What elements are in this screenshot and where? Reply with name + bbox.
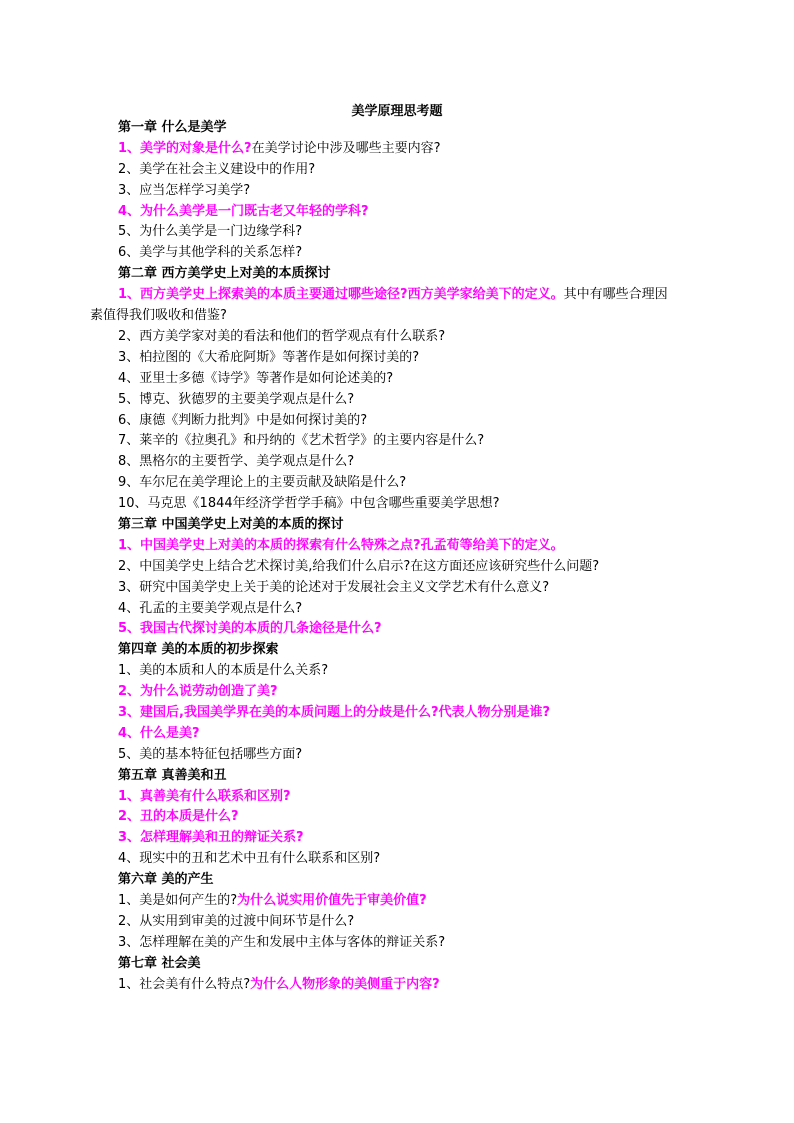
question-text: 1、美是如何产生的?: [118, 893, 238, 908]
question-item: 3、柏拉图的《大希庇阿斯》等著作是如何探讨美的?: [118, 349, 420, 365]
question-text: 1、社会美有什么特点?: [118, 976, 251, 992]
question-list: [90, 118, 674, 995]
question-item: 2、西方美学家对美的看法和他们的哲学观点有什么联系?: [118, 328, 446, 344]
question-item: 1、真善美有什么联系和区别?: [118, 788, 291, 804]
question-item: 2、中国美学史上结合艺术探讨美,给我们什么启示?在这方面还应该研究些什么问题?: [118, 558, 600, 574]
question-item: 5、我国古代探讨美的本质的几条途径是什么?: [118, 621, 382, 637]
question-item: 1、美的本质和人的本质是什么关系?: [118, 663, 329, 679]
highlighted-text: 1、美学的对象是什么?: [118, 140, 252, 156]
question-text: 其中有哪些合理因素值得我们吸收和借鉴?: [90, 287, 668, 324]
question-item: 8、黑格尔的主要哲学、美学观点是什么?: [118, 454, 355, 470]
question-item: 3、怎样理解美和丑的辩证关系?: [118, 830, 304, 846]
question-item: 3、建国后,我国美学界在美的本质问题上的分歧是什么?代表人物分别是谁?: [118, 704, 551, 720]
question-item: 5、为什么美学是一门边缘学科?: [118, 224, 303, 240]
chapter-heading: 第四章 美的本质的初步探索: [118, 642, 279, 658]
question-item: 4、孔孟的主要美学观点是什么?: [118, 600, 303, 616]
question-item: [118, 891, 674, 912]
question-item: 3、怎样理解在美的产生和发展中主体与客体的辩证关系?: [118, 934, 446, 950]
question-text: 在美学讨论中涉及哪些主要内容?: [251, 140, 441, 156]
question-item: 7、莱辛的《拉奥孔》和丹纳的《艺术哲学》的主要内容是什么?: [118, 433, 485, 449]
chapter-heading: 第一章 什么是美学: [118, 120, 227, 135]
chapter-heading: 第七章 社会美: [118, 955, 201, 971]
question-item: 6、康德《判断力批判》中是如何探讨美的?: [118, 412, 368, 428]
highlighted-text: 为什么人物形象的美侧重于内容?: [250, 976, 440, 992]
question-item: 3、研究中国美学史上关于美的论述对于发展社会主义文学艺术有什么意义?: [118, 579, 550, 595]
chapter-heading: 第三章 中国美学史上对美的本质的探讨: [118, 516, 344, 532]
question-item: 5、博克、狄德罗的主要美学观点是什么?: [118, 391, 355, 407]
question-item: 2、从实用到审美的过渡中间环节是什么?: [118, 913, 355, 929]
question-item: 4、为什么美学是一门既古老又年轻的学科?: [118, 203, 369, 219]
chapter-heading: 第二章 西方美学史上对美的本质探讨: [118, 266, 331, 282]
chapter-heading: 第六章 美的产生: [118, 872, 214, 888]
question-item: 10、马克思《1844年经济学哲学手稿》中包含哪些重要美学思想?: [118, 496, 500, 512]
question-item: 2、美学在社会主义建设中的作用?: [118, 161, 316, 177]
question-item: 5、美的基本特征包括哪些方面?: [118, 746, 303, 762]
question-item: [90, 285, 674, 327]
question-item: 2、丑的本质是什么?: [118, 809, 239, 825]
question-item: 1、中国美学史上对美的本质的探索有什么特殊之点?孔孟荀等给美下的定义。: [118, 537, 564, 553]
question-item: 4、什么是美?: [118, 725, 200, 741]
question-item: 4、现实中的丑和艺术中丑有什么联系和区别?: [118, 851, 381, 867]
highlighted-text: 为什么说实用价值先于审美价值?: [237, 893, 427, 908]
page-title: 美学原理思考题: [351, 104, 443, 119]
question-item: [118, 975, 674, 996]
question-item: 9、车尔尼在美学理论上的主要贡献及缺陷是什么?: [118, 475, 407, 491]
highlighted-text: 1、西方美学史上探索美的本质主要通过哪些途径?西方美学家给美下的定义。: [118, 287, 564, 303]
question-item: 2、为什么说劳动创造了美?: [118, 684, 278, 700]
question-item: 4、亚里士多德《诗学》等著作是如何论述美的?: [118, 370, 394, 386]
chapter-heading: 第五章 真善美和丑: [118, 767, 227, 783]
question-item: 6、美学与其他学科的关系怎样?: [118, 245, 303, 261]
question-item: 3、应当怎样学习美学?: [118, 182, 251, 198]
question-item: [118, 139, 674, 160]
